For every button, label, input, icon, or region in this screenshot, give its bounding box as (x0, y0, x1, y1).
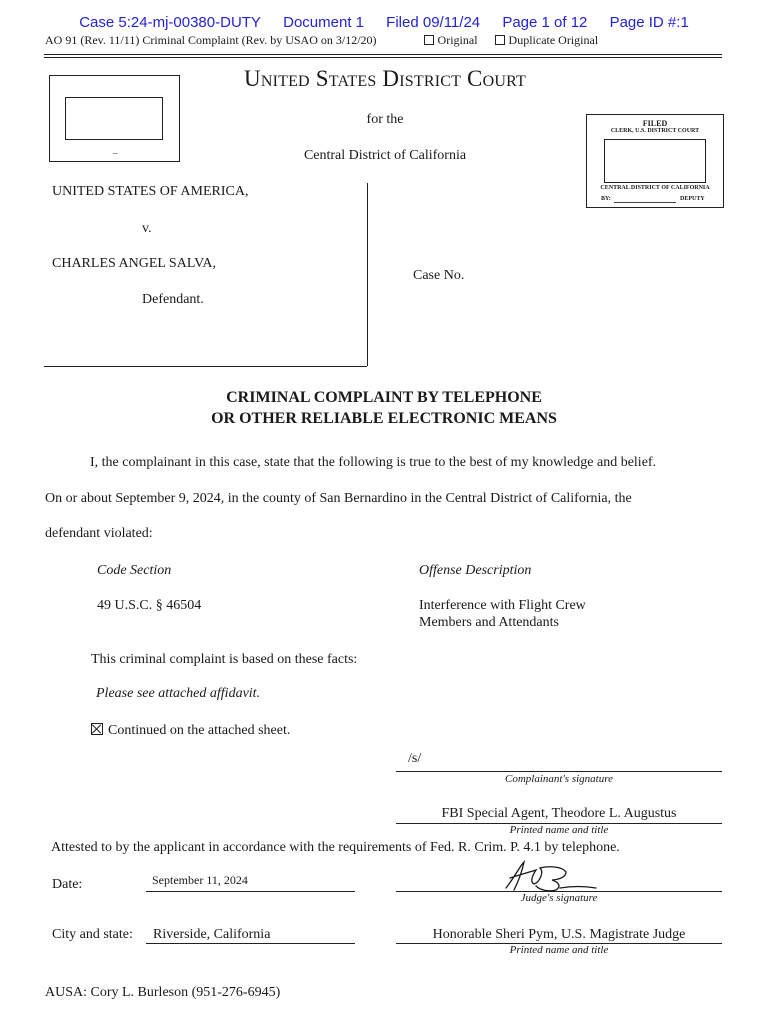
stamp-by: BY: (601, 196, 611, 202)
judge-signature-image (500, 858, 600, 894)
case-number: Case 5:24-mj-00380-DUTY (79, 14, 261, 31)
city-state-label: City and state: (52, 927, 133, 942)
offense-desc-line1: Interference with Flight Crew (419, 598, 586, 613)
filed-stamp (586, 114, 724, 208)
stamp-date-box (604, 139, 706, 183)
date-county-para: On or about September 9, 2024, in the county of San Bernardino in the Central District of California, the (45, 491, 632, 506)
document-number: Document 1 (283, 14, 364, 31)
complainant-name-title: FBI Special Agent, Theodore L. Augustus (441, 806, 677, 821)
violated-para: defendant violated: (45, 526, 153, 541)
page-count: Page 1 of 12 (502, 14, 588, 31)
continued-checkbox (91, 723, 103, 735)
complainant-signature-label: Complainant's signature (505, 773, 613, 785)
complainant-name-label: Printed name and title (509, 824, 609, 836)
for-the-label: for the (366, 112, 404, 127)
judge-name-title: Honorable Sheri Pym, U.S. Magistrate Judge (432, 927, 686, 942)
original-option: Original (424, 33, 478, 47)
filing-header (0, 14, 768, 31)
caption-bottom-rule (44, 366, 367, 367)
original-checkbox (424, 35, 434, 45)
judge-signature-label: Judge's signature (520, 892, 598, 904)
stamp-district: CENTRAL DISTRICT OF CALIFORNIA (600, 185, 710, 191)
district-name: Central District of California (303, 148, 467, 163)
seal-box-inner (65, 97, 163, 140)
stamp-clerk: CLERK, U.S. DISTRICT COURT (610, 128, 700, 134)
complaint-title-line1: CRIMINAL COMPLAINT BY TELEPHONE (226, 389, 542, 406)
duplicate-option: Duplicate Original (495, 33, 599, 47)
date-line (146, 891, 355, 892)
court-name: United States District Court (244, 66, 526, 91)
judge-name-label: Printed name and title (509, 944, 609, 956)
defendant-label: Defendant. (142, 292, 204, 307)
statement-para: I, the complainant in this case, state that the following is true to the best of my knowledge and belief. (90, 455, 657, 470)
versus: v. (142, 221, 152, 236)
ausa-contact: AUSA: Cory L. Burleson (951-276-6945) (45, 985, 281, 1000)
complainant-signature-line (396, 771, 722, 772)
stamp-deputy: DEPUTY (680, 196, 705, 202)
date-value: September 11, 2024 (152, 873, 248, 887)
offense-description-header: Offense Description (419, 563, 532, 578)
city-state-value: Riverside, California (153, 927, 271, 942)
filed-date: Filed 09/11/24 (386, 14, 481, 31)
facts-intro: This criminal complaint is based on these facts: (91, 652, 358, 667)
header-rule-bottom (44, 57, 722, 58)
defendant-name: CHARLES ANGEL SALVA, (52, 256, 217, 271)
seal-box-mark: – (113, 148, 118, 158)
case-no-label: Case No. (413, 268, 465, 283)
date-label: Date: (52, 877, 83, 892)
stamp-filed: FILED (642, 119, 668, 128)
header-rule-top (44, 54, 722, 55)
offense-desc-line2: Members and Attendants (419, 615, 559, 630)
plaintiff: UNITED STATES OF AMERICA, (52, 184, 249, 199)
city-state-line (146, 943, 355, 944)
complainant-signature: /s/ (408, 751, 422, 766)
attestation: Attested to by the applicant in accordance with the requirements of Fed. R. Crim. P. 4.1 by telephone. (51, 840, 620, 855)
continued-label: Continued on the attached sheet. (108, 723, 291, 738)
complaint-title-line2: OR OTHER RELIABLE ELECTRONIC MEANS (211, 410, 557, 427)
form-code-line (45, 33, 598, 48)
form-code: AO 91 (Rev. 11/11) Criminal Complaint (Rev. by USAO on 3/12/20) (45, 33, 377, 47)
code-section: 49 U.S.C. § 46504 (97, 598, 202, 613)
page-id: Page ID #:1 (609, 14, 689, 31)
caption-divider (367, 183, 368, 366)
stamp-by-line (614, 202, 676, 203)
duplicate-checkbox (495, 35, 505, 45)
continued-line (91, 723, 290, 739)
see-affidavit: Please see attached affidavit. (96, 686, 261, 701)
code-section-header: Code Section (97, 563, 172, 578)
